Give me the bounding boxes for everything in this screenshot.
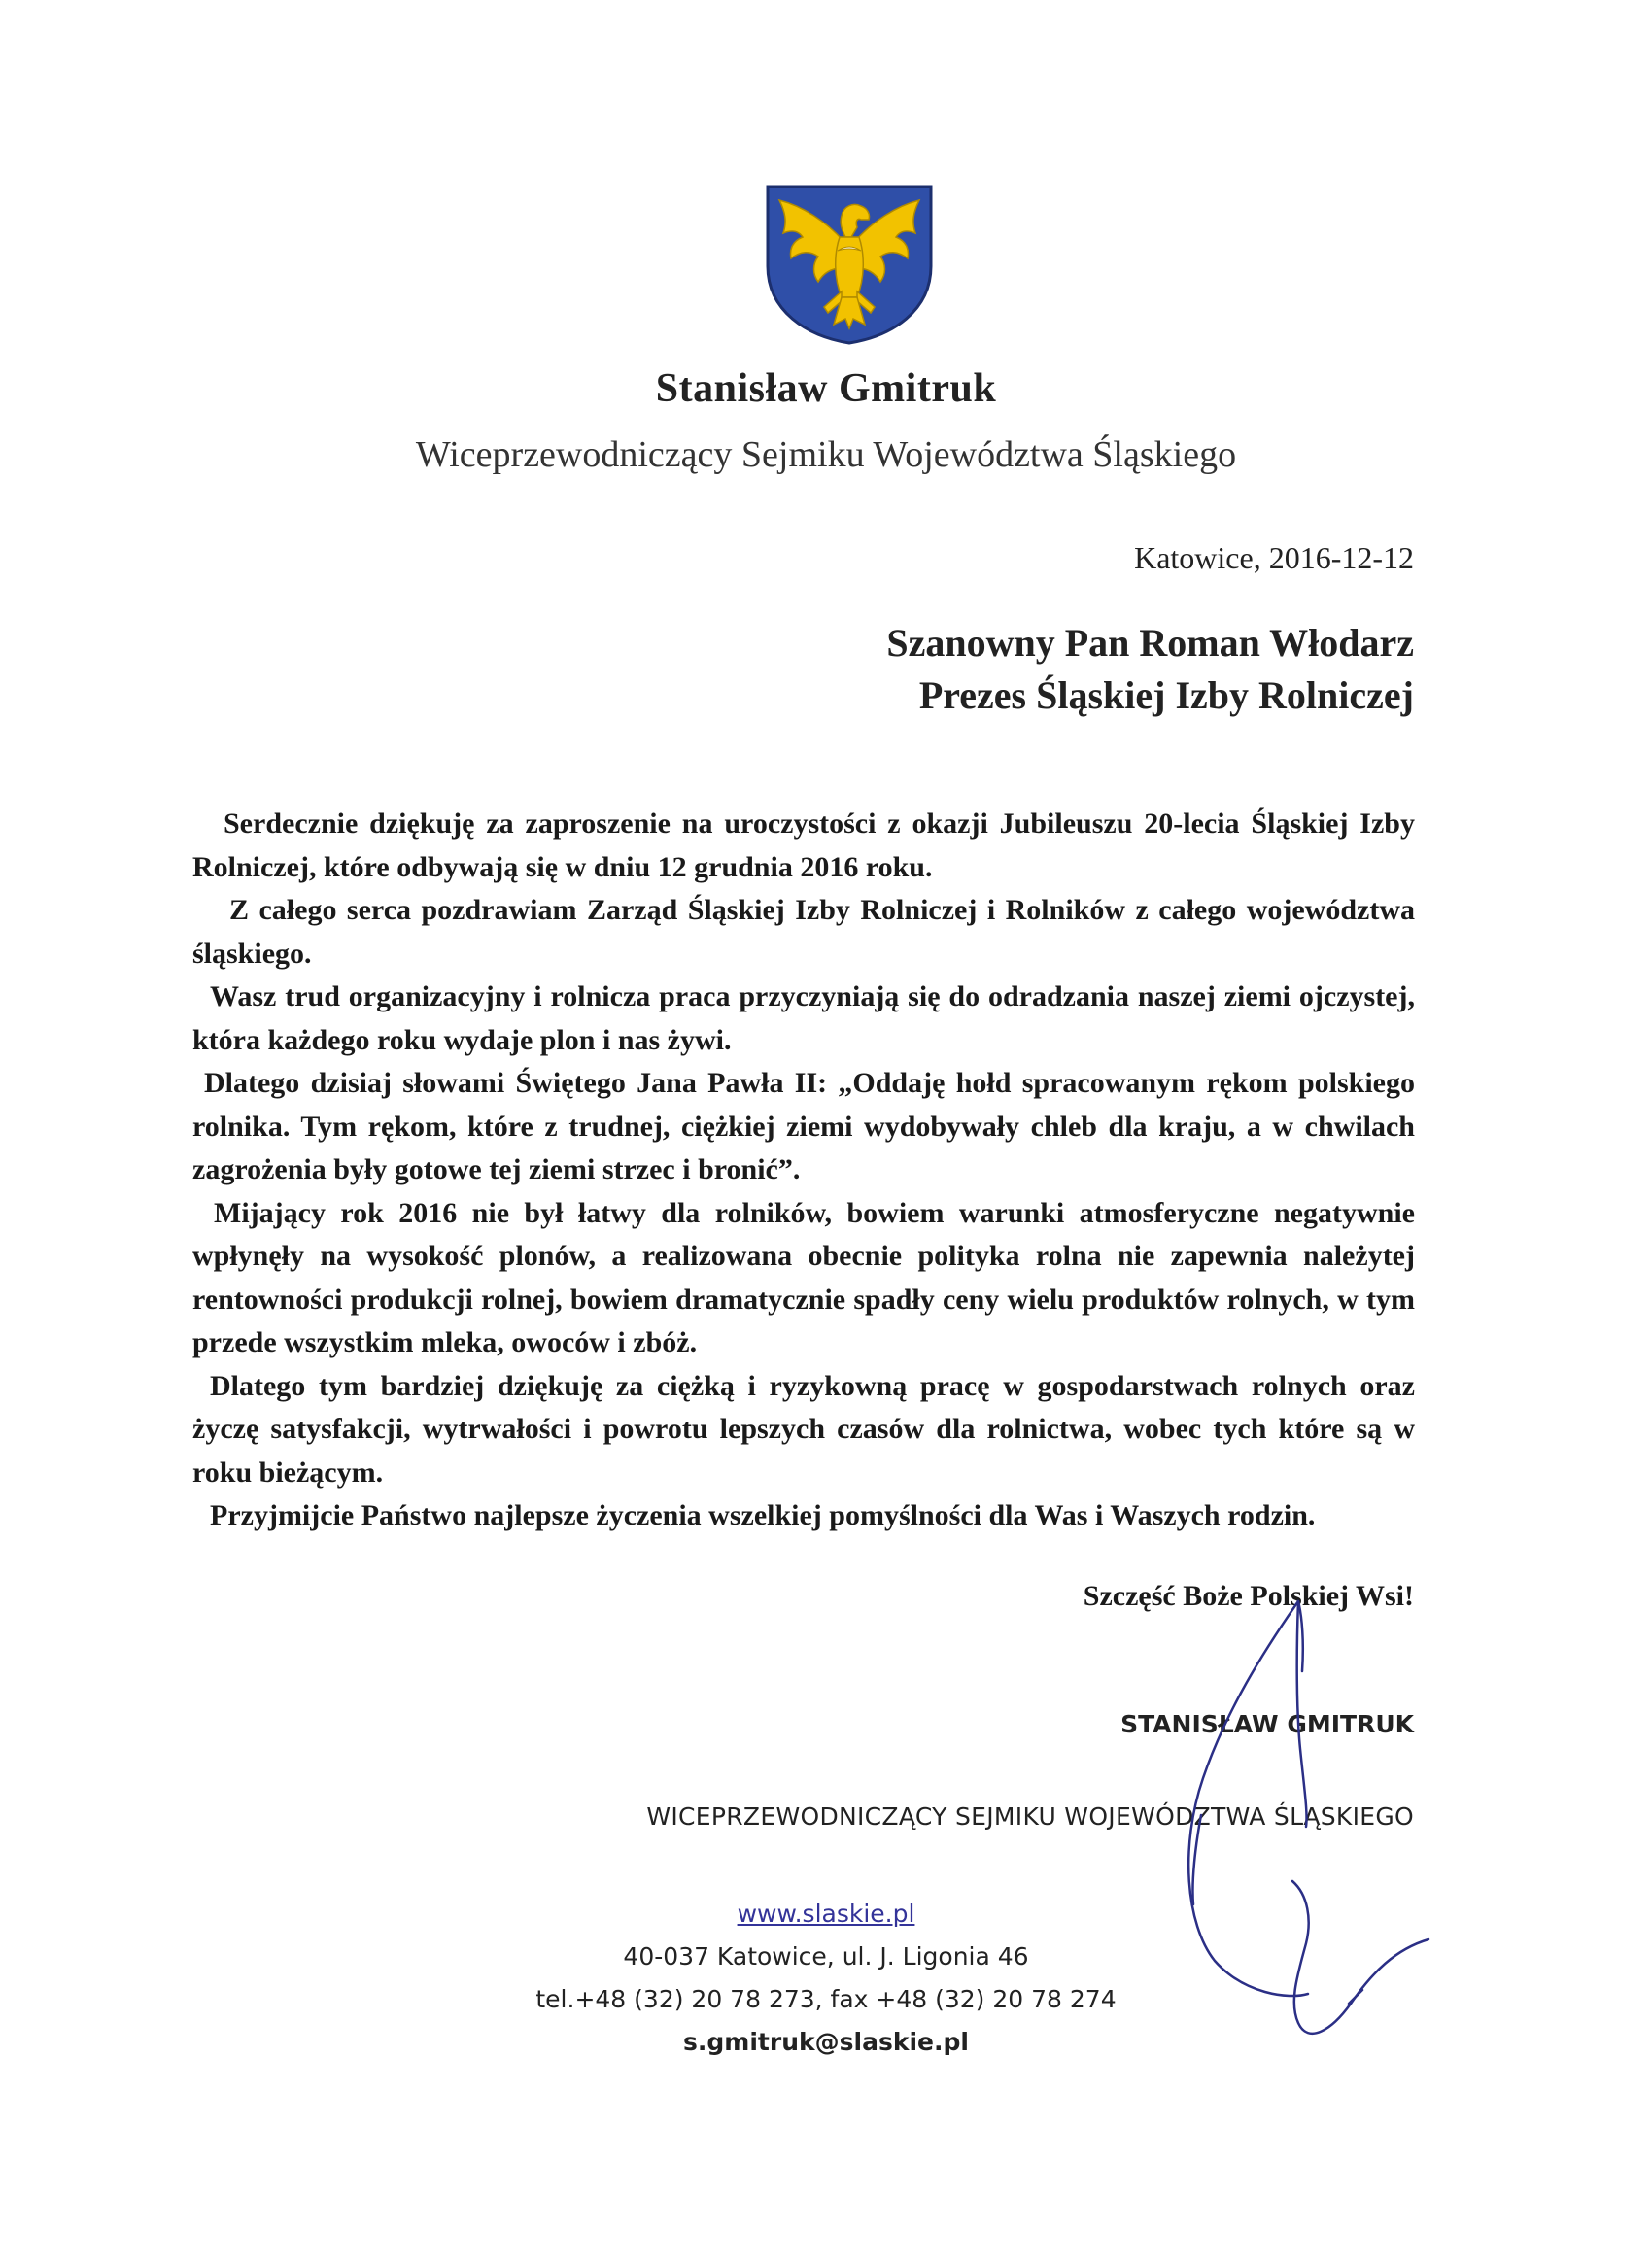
website-link[interactable]: www.slaskie.pl xyxy=(737,1900,915,1928)
recipient-name: Szanowny Pan Roman Włodarz xyxy=(886,621,1414,665)
body-paragraph: Wasz trud organizacyjny i rolnicza praca przyczyniają się do odradzania naszej ziemi ojczystej, która każdego roku wydaje plon i nas żywi. xyxy=(192,980,1415,1056)
signatory-name: STANISŁAW GMITRUK xyxy=(1120,1710,1414,1738)
date-line: Katowice, 2016-12-12 xyxy=(1134,540,1414,575)
signatory-role: WICEPRZEWODNICZĄCY SEJMIKU WOJEWÓDZTWA ŚLĄSKIEGO xyxy=(646,1802,1414,1831)
recipient-title: Prezes Śląskiej Izby Rolniczej xyxy=(918,673,1414,717)
body-paragraph: Z całego serca pozdrawiam Zarząd Śląskiej Izby Rolniczej i Rolników z całego województwa śląskiego. xyxy=(192,894,1415,970)
contact-footer xyxy=(0,1893,1652,2064)
email-address[interactable]: s.gmitruk@slaskie.pl xyxy=(683,2028,969,2056)
phone-fax: tel.+48 (32) 20 78 273, fax +48 (32) 20 78 274 xyxy=(535,1985,1117,2013)
body-paragraph: Serdecznie dziękuję za zaproszenie na uroczystości z okazji Jubileuszu 20-lecia Śląskiej Izby Rolniczej, które odbywają się w dniu 12 grudnia 2016 roku. xyxy=(192,807,1415,883)
body-paragraph: Dlatego tym bardziej dziękuję za ciężką i ryzykowną pracę w gospodarstwach rolnych oraz życzę satysfakcji, wytrwałości i powrotu lepszych czasów dla rolnictwa, wobec tych które są w roku bieżącym. xyxy=(192,1369,1415,1489)
body-paragraph: Dlatego dzisiaj słowami Świętego Jana Pawła II: „Oddaję hołd spracowanym rękom polskiego rolnika. Tym rękom, które z trudnej, ciężkiej ziemi wydobywały chleb dla kraju, a w chwilach zagrożenia były gotowe tej ziemi strzec i bronić”. xyxy=(192,1067,1415,1185)
letter-body xyxy=(192,803,1415,1538)
letterhead-name: Stanisław Gmitruk xyxy=(655,366,997,411)
letterhead-role: Wiceprzewodniczący Sejmiku Województwa Śląskiego xyxy=(415,434,1237,475)
body-paragraph: Mijający rok 2016 nie był łatwy dla rolników, bowiem warunki atmosferyczne negatywnie wpłynęły na wysokość plonów, a realizowana obecnie polityka rolna nie zapewnia należytej rentowności produkcji rolnej, bowiem dramatycznie spadły ceny wielu produktów rolnych, w tym przede wszystkim mleka, owoców i zbóż. xyxy=(192,1196,1415,1358)
closing-line: Szczęść Boże Polskiej Wsi! xyxy=(1083,1580,1414,1612)
silesian-eagle-crest-icon xyxy=(764,183,935,346)
body-paragraph: Przyjmijcie Państwo najlepsze życzenia wszelkiej pomyślności dla Was i Waszych rodzin. xyxy=(210,1499,1316,1531)
postal-address: 40-037 Katowice, ul. J. Ligonia 46 xyxy=(623,1942,1029,1971)
